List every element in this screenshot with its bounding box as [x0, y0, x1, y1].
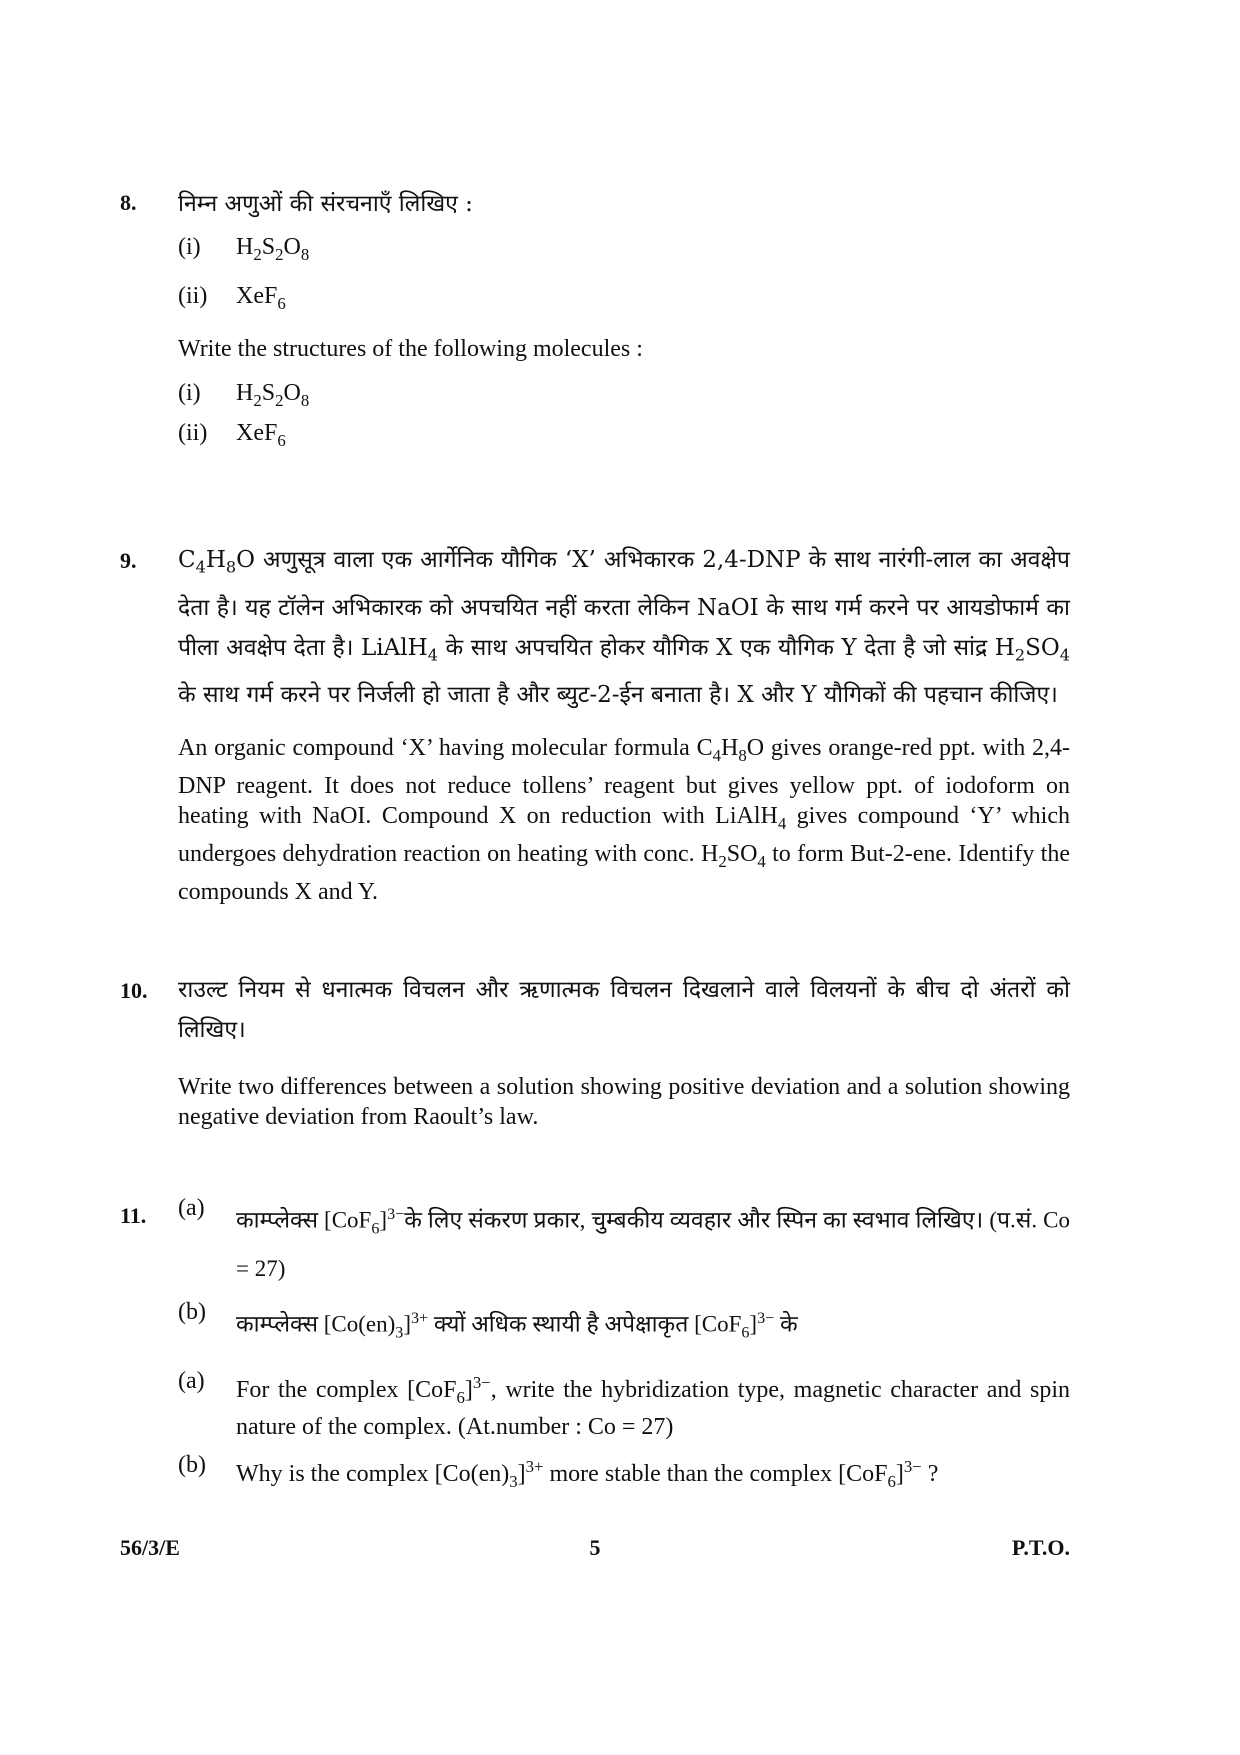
- question-8-english-item-i: (i) $H_2S_2O_8$: [178, 380, 1070, 411]
- formula: XeF$_6$: [236, 282, 286, 313]
- question-number: 11.: [120, 1203, 147, 1228]
- question-10-english-text: Write two differences between a solution showing positive deviation and a solution showing negative deviation from Raoult’s law.: [178, 1074, 1070, 1130]
- page-number: 5: [589, 1535, 601, 1560]
- question-8: [120, 190, 1070, 451]
- question-8-english-prompt: Write the structures of the following molecules :: [178, 335, 643, 362]
- question-number: 8.: [120, 190, 137, 215]
- question-8-english-item-ii: (ii) XeF$_6$: [178, 420, 1070, 451]
- question-11-english-b: (b) Why is the complex $[Co(en)_3]^{3+}$ more stable than the complex $[CoF_6]^{3-}$ ?: [178, 1452, 939, 1492]
- formula: $H_2S_2O_8$: [236, 234, 310, 264]
- question-10-hindi-text: राउल्ट नियम से धनात्मक विचलन और ऋणात्मक विचलन दिखलाने वाले विलयनों के बीच दो अंतरों को लिखिए।: [178, 977, 1070, 1043]
- question-11-english-a: (a) For the complex $[CoF_6]^{3-}$, write the hybridization type, magnetic character and spin nature of the complex. (At.number : Co = 27): [178, 1367, 1070, 1441]
- question-11-hindi-a: (a) काम्प्लेक्स $[CoF_6]^{3-}के$ लिए संकरण प्रकार, चुम्बकीय व्यवहार और स्पिन का स्वभाव लिखिए। (प.सं. Co = 27): [178, 1195, 1070, 1282]
- pto-label: P.T.O.: [1011, 1535, 1070, 1560]
- question-8-hindi-item-ii: (ii) XeF$_6$: [178, 283, 1070, 314]
- question-10: [120, 978, 1070, 1132]
- formula: XeF$_6$: [236, 420, 286, 451]
- question-9-english-text: An organic compound ‘X’ having molecular formula $C_4H_8O$ gives orange-red ppt. with 2,4-DNP reagent. It does not reduce tollens’ reagent but gives yellow ppt. of iodoform on heating with NaOI. Compound X on reduction with LiAlH$_4$ gives compound ‘Y’ which undergoes dehydration reaction on heating with conc. $H_2SO_4$ to form But-2-ene. Identify the compounds X and Y.: [178, 735, 1071, 905]
- question-8-hindi-item-i: (i) $H_2S_2O_8$: [178, 234, 1070, 265]
- question-11-hindi-b: (b) काम्प्लेक्स $[Co(en)_3]^{3+}$ क्यों अधिक स्थायी है अपेक्षाकृत $[CoF_6]^{3-}$ के: [178, 1299, 798, 1342]
- question-number: 9.: [120, 548, 137, 573]
- question-8-hindi-prompt: निम्न अणुओं की संरचनाएँ लिखिए :: [178, 191, 473, 217]
- paper-code: 56/3/E: [120, 1535, 180, 1560]
- question-number: 10.: [120, 978, 148, 1003]
- question-9: [120, 548, 1070, 907]
- question-11: [120, 1195, 1070, 1497]
- formula: $H_2S_2O_8$: [236, 379, 310, 410]
- question-9-hindi-text: $C_4H_8O$ अणुसूत्र वाला एक आर्गेनिक यौगिक ‘X’ अभिकारक 2,4-DNP के साथ नारंगी-लाल का अवक्षेप देता है। यह टॉलेन अभिकारक को अपचयित नहीं करता लेकिन NaOI के साथ गर्म करने पर आयडोफार्म का पीला अवक्षेप देता है। LiAlH$_4$ के साथ अपचयित होकर यौगिक X एक यौगिक Y देता है जो सांद्र $H_2SO_4$ के साथ गर्म करने पर निर्जली हो जाता है और ब्युट-2-ईन बनाता है। X और Y यौगिकों की पहचान कीजिए।: [178, 547, 1070, 709]
